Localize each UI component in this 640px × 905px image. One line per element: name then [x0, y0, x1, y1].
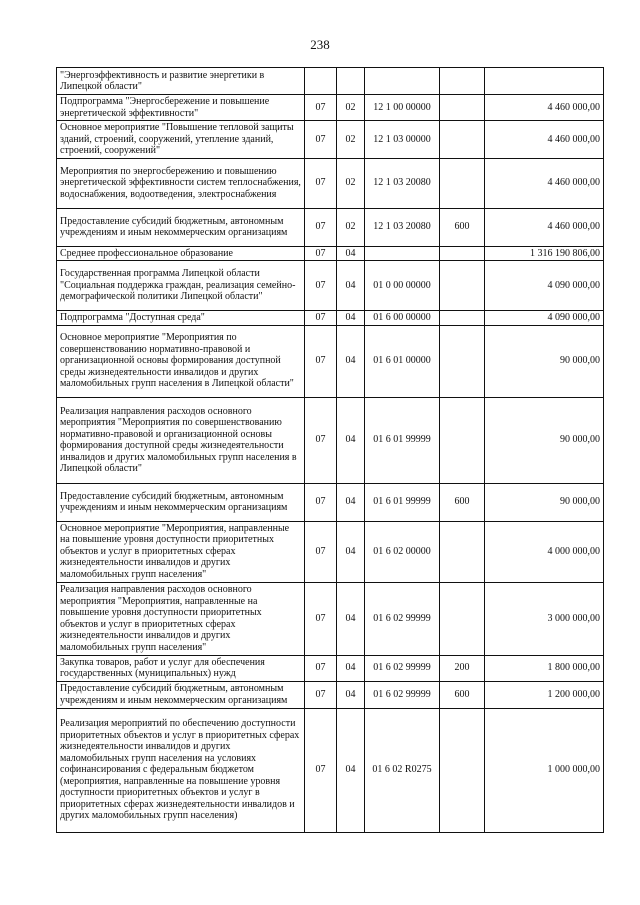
row-name: Предоставление субсидий бюджетным, автономным учреждениям и иным некоммерческим организациям [57, 483, 305, 521]
row-target-code [365, 68, 440, 95]
row-expense-type-code [440, 521, 485, 582]
row-name: Закупка товаров, работ и услуг для обеспечения государственных (муниципальных) нужд [57, 655, 305, 681]
row-section-code: 07 [305, 158, 337, 208]
row-section-code: 07 [305, 95, 337, 121]
row-name: Реализация направления расходов основного мероприятия "Мероприятия, направленные на повышение уровня доступности приоритетных объектов и услуг в приоритетных сферах жизнедеятельности инвалидов и других маломобильных групп населения" [57, 582, 305, 655]
row-name: Реализация мероприятий по обеспечению доступности приоритетных объектов и услуг в приоритетных сферах жизнедеятельности инвалидов и других маломобильных групп населения на условиях софинансирования с федеральным бюджетом (мероприятия, направленные на повышение уровня доступности приоритетных объектов и услуг в приоритетных сферах жизнедеятельности инвалидов и других маломобильных групп населения) [57, 708, 305, 832]
row-expense-type-code [440, 68, 485, 95]
row-amount: 4 090 000,00 [485, 311, 604, 326]
row-target-code: 12 1 03 00000 [365, 121, 440, 159]
row-section-code: 07 [305, 582, 337, 655]
table-row [57, 158, 604, 208]
row-expense-type-code: 600 [440, 483, 485, 521]
row-subsection-code: 04 [337, 681, 365, 708]
row-amount: 90 000,00 [485, 397, 604, 483]
row-expense-type-code [440, 325, 485, 397]
row-section-code: 07 [305, 708, 337, 832]
row-amount: 1 200 000,00 [485, 681, 604, 708]
row-name: Предоставление субсидий бюджетным, автономным учреждениям и иным некоммерческим организациям [57, 681, 305, 708]
row-subsection-code: 04 [337, 708, 365, 832]
row-expense-type-code [440, 708, 485, 832]
row-subsection-code: 04 [337, 521, 365, 582]
row-subsection-code: 04 [337, 582, 365, 655]
row-target-code: 01 6 02 99999 [365, 681, 440, 708]
row-amount: 90 000,00 [485, 325, 604, 397]
table-row [57, 261, 604, 311]
row-target-code: 01 6 02 00000 [365, 521, 440, 582]
table-row [57, 483, 604, 521]
row-name: Мероприятия по энергосбережению и повышению энергетической эффективности систем теплоснабжения, водоснабжения, водоотведения, электроснабжения [57, 158, 305, 208]
table-row [57, 582, 604, 655]
row-section-code: 07 [305, 208, 337, 246]
row-subsection-code: 02 [337, 121, 365, 159]
table-row [57, 708, 604, 832]
row-name: "Энергоэффективность и развитие энергетики в Липецкой области" [57, 68, 305, 95]
row-section-code: 07 [305, 311, 337, 326]
row-subsection-code: 04 [337, 483, 365, 521]
row-amount: 1 000 000,00 [485, 708, 604, 832]
table-row [57, 208, 604, 246]
row-name: Среднее профессиональное образование [57, 246, 305, 261]
table-row [57, 311, 604, 326]
row-name: Основное мероприятие "Мероприятия по совершенствованию нормативно-правовой и организационной основы формирования доступной среды жизнедеятельности инвалидов и других маломобильных групп населения в Липецкой области" [57, 325, 305, 397]
row-subsection-code: 04 [337, 397, 365, 483]
row-subsection-code: 02 [337, 208, 365, 246]
row-section-code: 07 [305, 397, 337, 483]
budget-table-body [57, 68, 604, 833]
row-expense-type-code [440, 158, 485, 208]
row-amount: 4 460 000,00 [485, 158, 604, 208]
row-target-code: 01 6 02 99999 [365, 582, 440, 655]
row-name: Предоставление субсидий бюджетным, автономным учреждениям и иным некоммерческим организациям [57, 208, 305, 246]
row-amount: 4 460 000,00 [485, 208, 604, 246]
row-amount: 1 316 190 806,00 [485, 246, 604, 261]
table-row [57, 521, 604, 582]
row-target-code: 12 1 03 20080 [365, 158, 440, 208]
row-target-code [365, 246, 440, 261]
row-amount [485, 68, 604, 95]
row-section-code: 07 [305, 325, 337, 397]
row-subsection-code: 04 [337, 655, 365, 681]
row-amount: 3 000 000,00 [485, 582, 604, 655]
row-name: Реализация направления расходов основного мероприятия "Мероприятия по совершенствованию нормативно-правовой и организационной основы формирования доступной среды жизнедеятельности инвалидов и других маломобильных групп населения в Липецкой области" [57, 397, 305, 483]
row-target-code: 01 6 02 R0275 [365, 708, 440, 832]
table-row [57, 681, 604, 708]
table-row [57, 246, 604, 261]
row-section-code: 07 [305, 121, 337, 159]
row-subsection-code: 02 [337, 158, 365, 208]
table-row [57, 121, 604, 159]
row-section-code: 07 [305, 655, 337, 681]
row-section-code: 07 [305, 483, 337, 521]
row-expense-type-code: 600 [440, 208, 485, 246]
row-expense-type-code: 200 [440, 655, 485, 681]
row-section-code: 07 [305, 681, 337, 708]
row-expense-type-code [440, 246, 485, 261]
row-name: Подпрограмма "Энергосбережение и повышение энергетической эффективности" [57, 95, 305, 121]
page-number: 238 [310, 37, 330, 52]
row-target-code: 01 6 02 99999 [365, 655, 440, 681]
row-subsection-code: 04 [337, 246, 365, 261]
row-name: Основное мероприятие "Мероприятия, направленные на повышение уровня доступности приоритетных объектов и услуг в приоритетных сферах жизнедеятельности инвалидов и других маломобильных групп населения" [57, 521, 305, 582]
row-amount: 4 000 000,00 [485, 521, 604, 582]
row-expense-type-code [440, 311, 485, 326]
row-section-code: 07 [305, 521, 337, 582]
row-amount: 4 460 000,00 [485, 95, 604, 121]
table-row [57, 397, 604, 483]
row-subsection-code: 04 [337, 325, 365, 397]
row-expense-type-code [440, 95, 485, 121]
row-subsection-code: 04 [337, 311, 365, 326]
row-expense-type-code [440, 261, 485, 311]
row-target-code: 01 6 01 00000 [365, 325, 440, 397]
row-amount: 4 090 000,00 [485, 261, 604, 311]
row-expense-type-code [440, 121, 485, 159]
row-expense-type-code: 600 [440, 681, 485, 708]
row-name: Подпрограмма "Доступная среда" [57, 311, 305, 326]
row-name: Основное мероприятие "Повышение тепловой защиты зданий, строений, сооружений, утепление зданий, строений, сооружений" [57, 121, 305, 159]
row-name: Государственная программа Липецкой области "Социальная поддержка граждан, реализация семейно-демографической политики Липецкой области" [57, 261, 305, 311]
row-section-code: 07 [305, 261, 337, 311]
row-expense-type-code [440, 397, 485, 483]
row-subsection-code [337, 68, 365, 95]
row-expense-type-code [440, 582, 485, 655]
row-target-code: 01 6 01 99999 [365, 397, 440, 483]
table-row [57, 68, 604, 95]
row-section-code [305, 68, 337, 95]
row-target-code: 01 6 01 99999 [365, 483, 440, 521]
row-target-code: 01 6 00 00000 [365, 311, 440, 326]
row-section-code: 07 [305, 246, 337, 261]
budget-table [56, 67, 604, 833]
row-amount: 4 460 000,00 [485, 121, 604, 159]
row-subsection-code: 04 [337, 261, 365, 311]
table-row [57, 655, 604, 681]
row-target-code: 12 1 03 20080 [365, 208, 440, 246]
row-target-code: 01 0 00 00000 [365, 261, 440, 311]
row-amount: 1 800 000,00 [485, 655, 604, 681]
row-amount: 90 000,00 [485, 483, 604, 521]
table-row [57, 95, 604, 121]
table-row [57, 325, 604, 397]
row-subsection-code: 02 [337, 95, 365, 121]
row-target-code: 12 1 00 00000 [365, 95, 440, 121]
